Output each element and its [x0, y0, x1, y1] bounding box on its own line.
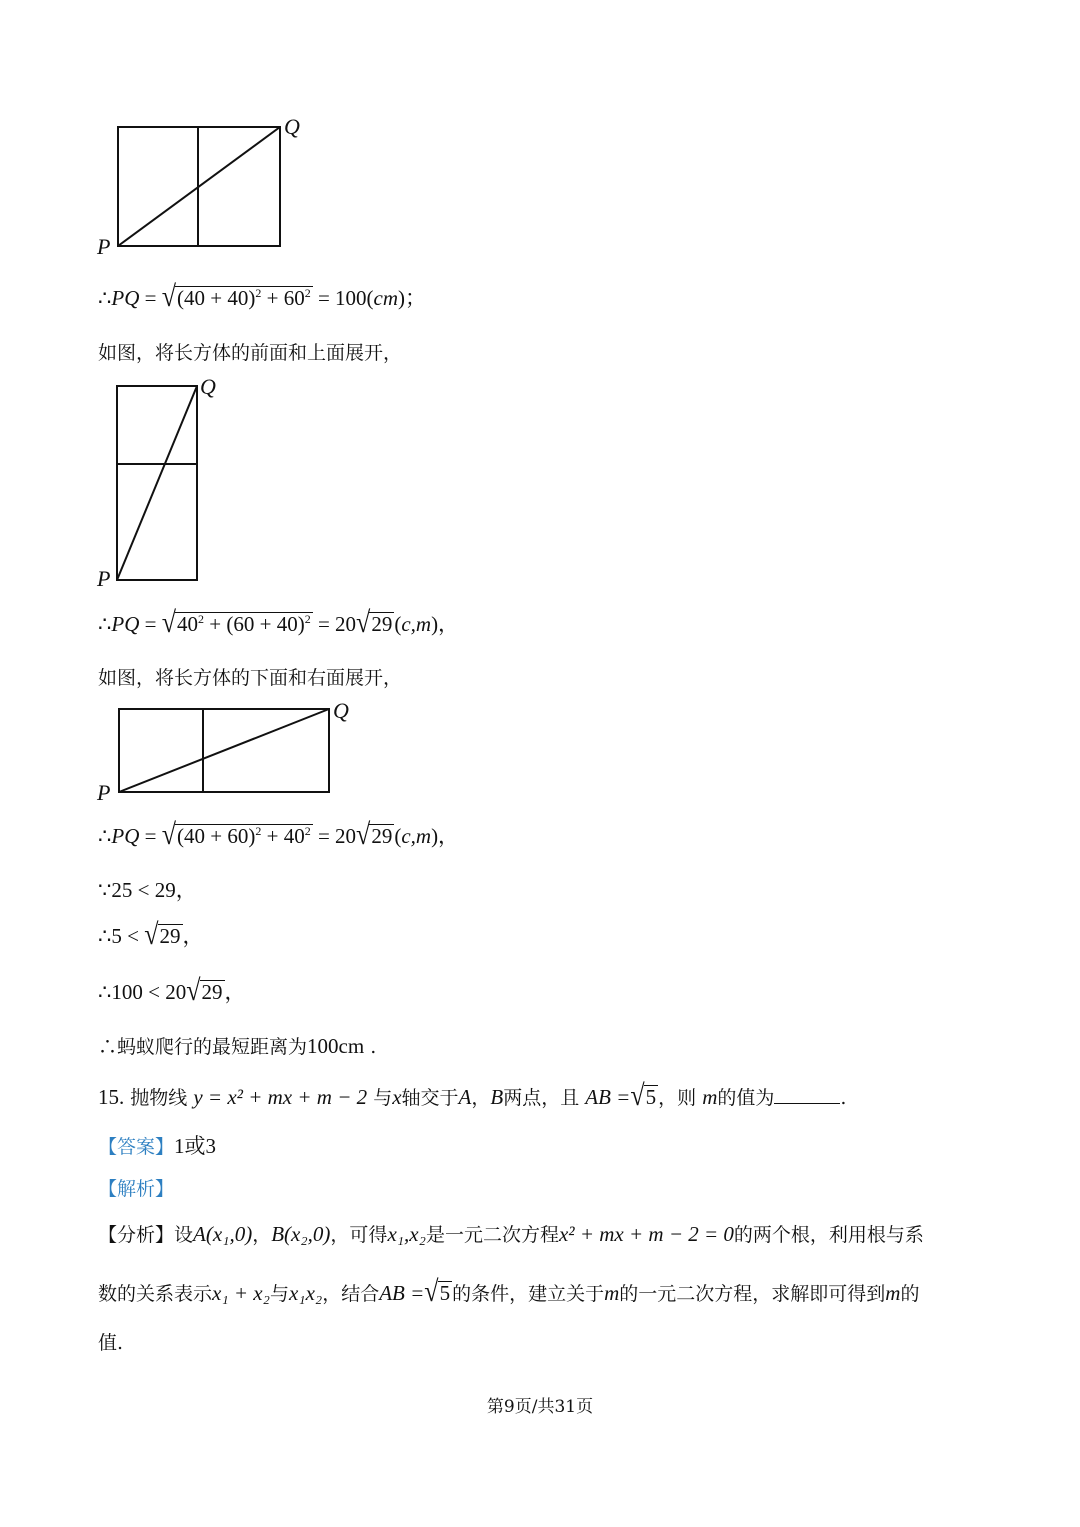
page-footer: 第9页/共31页 [486, 1397, 594, 1417]
question-15: 15. 抛物线 y = x² + mx + m − 2 与x轴交于A，B两点，且 AB =√5 ，则 m的值为 . [98, 1078, 847, 1113]
equation-1: ∴PQ = $√(40 + 40)^2 + 60^2 = 100(cm)$； [98, 279, 427, 314]
text-unfold-bottom-right: 如图，将长方体的下面和右面展开， [98, 667, 403, 689]
point-q-label: Q [333, 698, 349, 723]
unfold-figure-1 [90, 110, 320, 260]
analysis-line-2: 数的关系表示x₁ + x₂与x₁x₂，结合AB =√5 的条件，建立关于m的一元二次方程，求解即可得到m的 [98, 1274, 920, 1309]
answer-tag: 【答案】 [98, 1136, 175, 1158]
text-unfold-front-top: 如图，将长方体的前面和上面展开， [98, 342, 403, 364]
analysis-line-1: 【分析】设A(x₁,0)，B(x₂,0)，可得x₁,x₂是一元二次方程x² + mx + m − 2 = 0的两个根，利用根与系 [98, 1222, 924, 1246]
analysis-line-3: 值. [98, 1332, 124, 1354]
path-pq [119, 709, 329, 792]
equation-3: ∴PQ = $√(40 + 60)^2 + 40^2 = 20√29(c,m)$， [98, 817, 460, 852]
conclusion: ∴蚂蚁爬行的最短距离为100cm . [98, 1034, 377, 1058]
step-therefore-2: ∴100 < 20√29， [98, 973, 246, 1008]
path-pq [117, 386, 197, 580]
answer-line: 【答案】1或3 [98, 1134, 217, 1158]
analysis-tag: 【解析】 [98, 1178, 175, 1200]
point-p-label: P [97, 566, 111, 591]
unfold-figure-2 [90, 372, 230, 592]
point-p-label: P [97, 234, 111, 259]
step-therefore-1: ∴5 < √29， [98, 917, 204, 952]
point-q-label: Q [200, 374, 216, 399]
point-p-label: P [97, 780, 111, 805]
answer-blank [774, 1087, 840, 1104]
unfold-figure-3 [90, 695, 370, 810]
point-q-label: Q [284, 114, 300, 139]
equation-2: ∴PQ = $√40^2 + (60 + 40)^2 = 20√29(c,m)$， [98, 605, 460, 640]
step-because: ∵25 < 29， [98, 878, 197, 902]
